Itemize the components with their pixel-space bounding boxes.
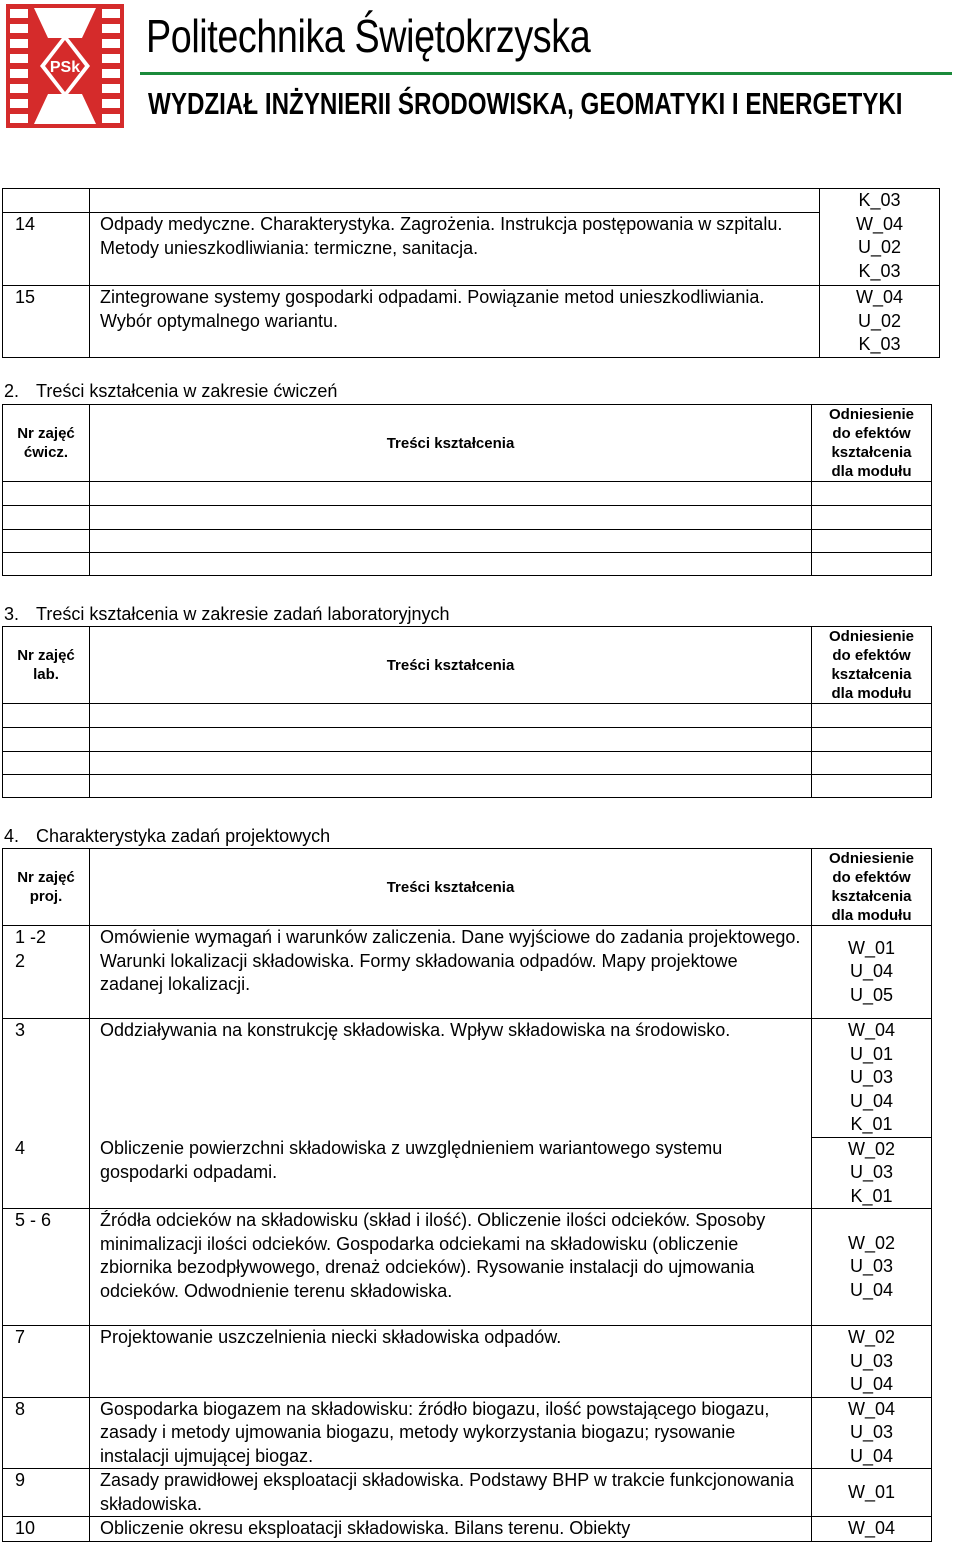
- project-refs: W_04 U_01 U_03 U_04 K_01: [812, 1019, 932, 1138]
- project-text: Obliczenie powierzchni składowiska z uwzględnieniem wariantowego systemu gospodarki odpadami.: [90, 1137, 812, 1209]
- table-row: [3, 506, 932, 530]
- project-refs: W_04: [812, 1517, 932, 1542]
- table-row: [3, 213, 940, 286]
- col-header-content: Treści kształcenia: [90, 849, 812, 926]
- lecture-nr-14: 14: [3, 213, 90, 286]
- project-nr: 1 -2 2: [3, 926, 90, 1019]
- project-text: Źródła odcieków na składowisku (skład i ilość). Obliczenie ilości odcieków. Sposoby minimalizacji ilości odcieków. Gospodarka odciekami na składowisku (obliczenie zbiornika bezodpływowego, drenaż odcieków). Rysowanie instalacji do ujmowania odcieków. Odwodnienie terenu składowiska.: [90, 1209, 812, 1326]
- lecture-table: [2, 188, 940, 358]
- section-2-heading: [4, 380, 337, 402]
- table-header-row: [3, 849, 932, 926]
- col-header-nr: Nr zajęć lab.: [3, 627, 90, 704]
- col-header-nr: Nr zajęć ćwicz.: [3, 405, 90, 482]
- table-row: [3, 926, 932, 1019]
- project-refs: W_04 U_03 U_04: [812, 1397, 932, 1469]
- project-text: Obliczenie okresu eksploatacji składowiska. Bilans terenu. Obiekty: [90, 1517, 812, 1542]
- table-row: [3, 1137, 932, 1209]
- project-nr: 5 - 6: [3, 1209, 90, 1326]
- col-header-nr: Nr zajęć proj.: [3, 849, 90, 926]
- lecture-text-14: Odpady medyczne. Charakterystyka. Zagrożenia. Instrukcja postępowania w szpitalu. Metody unieszkodliwiania: termiczne, sanitacja.: [90, 213, 820, 286]
- section-number: 3.: [4, 604, 20, 624]
- university-logo: [6, 4, 124, 128]
- section-number: 4.: [4, 826, 20, 846]
- col-header-ref: Odniesienie do efektów kształcenia dla modułu: [812, 849, 932, 926]
- table-row: [3, 1326, 932, 1398]
- project-refs: W_02 U_03 U_04: [812, 1209, 932, 1326]
- col-header-ref: Odniesienie do efektów kształcenia dla modułu: [812, 627, 932, 704]
- project-nr: 8: [3, 1397, 90, 1469]
- section-title: Treści kształcenia w zakresie ćwiczeń: [36, 381, 338, 401]
- exercises-table: [2, 404, 932, 576]
- table-header-row: [3, 627, 932, 704]
- project-text: Projektowanie uszczelnienia niecki składowiska odpadów.: [90, 1326, 812, 1398]
- table-row: [3, 553, 932, 576]
- project-nr: 3: [3, 1019, 90, 1138]
- table-row: [3, 1517, 932, 1542]
- project-text: Gospodarka biogazem na składowisku: źródło biogazu, ilość powstającego biogazu, zasady i metody ujmowania biogazu, metody wykorzystania biogazu; rysowanie instalacji ujmującej biogaz.: [90, 1397, 812, 1469]
- table-row: [3, 482, 932, 506]
- project-nr: 7: [3, 1326, 90, 1398]
- section-number: 2.: [4, 381, 20, 401]
- table-row: [3, 530, 932, 553]
- table-row: [3, 1397, 932, 1469]
- table-row: [3, 752, 932, 775]
- section-3-heading: [4, 603, 450, 625]
- header-divider: [140, 72, 952, 75]
- lecture-ref-15: W_04 U_02 K_03: [820, 286, 940, 358]
- project-table: [2, 848, 932, 1542]
- table-row: [3, 286, 940, 358]
- lecture-nr-15: 15: [3, 286, 90, 358]
- project-refs: W_01: [812, 1469, 932, 1517]
- table-row: [3, 775, 932, 798]
- section-title: Charakterystyka zadań projektowych: [36, 826, 331, 846]
- table-row: [3, 704, 932, 728]
- project-refs: W_02 U_03 K_01: [812, 1137, 932, 1209]
- logo-text: PSk: [49, 59, 81, 76]
- faculty-name: WYDZIAŁ INŻYNIERII ŚRODOWISKA, GEOMATYKI I ENERGETYKI: [148, 86, 903, 121]
- lecture-ref-14: K_03 W_04 U_02 K_03: [820, 189, 940, 286]
- table-row: [3, 189, 940, 213]
- section-4-heading: [4, 825, 330, 847]
- project-nr: 10: [3, 1517, 90, 1542]
- laboratory-table: [2, 626, 932, 798]
- project-refs: W_01 U_04 U_05: [812, 926, 932, 1019]
- table-row: [3, 1469, 932, 1517]
- project-nr: 4: [3, 1137, 90, 1209]
- section-title: Treści kształcenia w zakresie zadań laboratoryjnych: [36, 604, 450, 624]
- table-row: [3, 1209, 932, 1326]
- table-header-row: [3, 405, 932, 482]
- project-nr: 9: [3, 1469, 90, 1517]
- project-text: Oddziaływania na konstrukcję składowiska. Wpływ składowiska na środowisko.: [90, 1019, 812, 1138]
- project-text: Zasady prawidłowej eksploatacji składowiska. Podstawy BHP w trakcie funkcjonowania składowiska.: [90, 1469, 812, 1517]
- col-header-ref: Odniesienie do efektów kształcenia dla modułu: [812, 405, 932, 482]
- lecture-text-15: Zintegrowane systemy gospodarki odpadami. Powiązanie metod unieszkodliwiania. Wybór optymalnego wariantu.: [90, 286, 820, 358]
- table-row: [3, 1019, 932, 1138]
- table-row: [3, 728, 932, 752]
- university-name: Politechnika Świętokrzyska: [146, 10, 591, 62]
- project-text: Omówienie wymagań i warunków zaliczenia. Dane wyjściowe do zadania projektowego. Warunki lokalizacji składowiska. Formy składowania odpadów. Mapy projektowe zadanej lokalizacji.: [90, 926, 812, 1019]
- col-header-content: Treści kształcenia: [90, 405, 812, 482]
- col-header-content: Treści kształcenia: [90, 627, 812, 704]
- project-refs: W_02 U_03 U_04: [812, 1326, 932, 1398]
